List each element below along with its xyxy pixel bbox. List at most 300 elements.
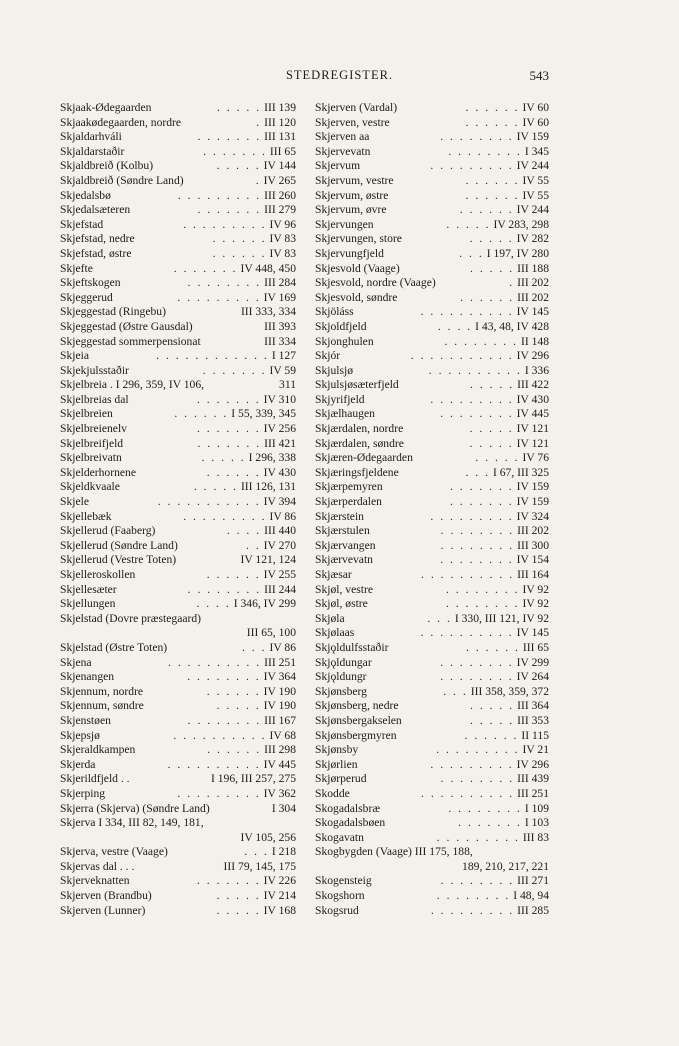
page-reference: III 65, 100 (246, 626, 296, 640)
dot-leader: . . . . . . . . (187, 713, 262, 727)
page-reference: IV 68 (269, 728, 296, 742)
page-reference: IV 145 (516, 305, 549, 319)
index-entry (315, 670, 549, 685)
index-entry (60, 393, 296, 408)
place-name: Skjeggestad sommerpensionat (60, 334, 201, 348)
dot-leader: . . . . . (469, 232, 514, 246)
index-entry (60, 860, 296, 875)
index-entry (315, 130, 549, 145)
index-entry (315, 699, 549, 714)
dot-leader: . . . . . . . . . (436, 830, 520, 844)
place-name: Skjesvold, nordre (Vaage) (315, 276, 436, 290)
page-reference: IV 362 (263, 786, 296, 800)
page-reference: III 79, 145, 175 (223, 859, 296, 873)
place-name: Skjeggestad (Østre Gausdal) (60, 319, 193, 333)
dot-leader: . . . . . . . . (448, 801, 522, 815)
index-entry (315, 335, 549, 350)
page-reference: IV 283, 298 (493, 217, 549, 231)
dot-leader: . . . . . . . . . . (428, 363, 522, 377)
place-name: Skjaakødegaarden, nordre (60, 115, 182, 129)
page-reference: IV 430 (516, 392, 549, 406)
place-name: Skjaldbreið (Søndre Land) (60, 173, 184, 187)
place-name: Skjølaas (315, 626, 355, 640)
dot-leader: . . . . . . (466, 640, 520, 654)
index-entry (60, 656, 296, 671)
index-entry (60, 422, 296, 437)
dot-leader (196, 320, 261, 335)
page-reference: IV 86 (269, 640, 296, 654)
dot-leader: . . . . . . . . . . (420, 305, 514, 319)
place-name: Skjervungen, store (315, 232, 402, 246)
index-entry (60, 437, 296, 452)
page-reference: I 197, IV 280 (486, 246, 549, 260)
page-reference: III 393 (264, 319, 296, 333)
index-entry (60, 670, 296, 685)
place-name: Skjerra (Skjerva) (Søndre Land) (60, 801, 210, 815)
page-reference: III 439 (517, 772, 549, 786)
index-entry (60, 699, 296, 714)
index-entry (315, 349, 549, 364)
index-entry (60, 262, 296, 277)
index-entry (60, 189, 296, 204)
index-entry (315, 393, 549, 408)
page-number: 543 (529, 68, 549, 83)
index-entry (60, 145, 296, 160)
index-entry (60, 466, 296, 481)
index-entry (60, 116, 296, 131)
place-name: Skjelbreivatn (60, 451, 122, 465)
index-entry (60, 320, 296, 335)
index-entry (60, 714, 296, 729)
place-name: Skjervas dal . . . (60, 859, 135, 873)
index-entry (315, 451, 549, 466)
index-entry (315, 174, 549, 189)
page-reference: II 115 (521, 728, 549, 742)
dot-leader: . . . . . (216, 903, 261, 917)
place-name: Skjǫldungr (315, 670, 367, 684)
page-reference: IV 256 (263, 422, 296, 436)
dot-leader: . . . . . . . (196, 422, 261, 436)
dot-leader: . . . . . (469, 436, 514, 450)
page-reference: IV 244 (516, 203, 549, 217)
index-entry (60, 291, 296, 306)
index-entry (60, 802, 296, 817)
dot-leader: . . . . . . . . (187, 670, 261, 684)
index-entry (60, 378, 296, 393)
place-name: Skjefstad, nedre (60, 232, 135, 246)
index-entry (315, 568, 549, 583)
page-reference: I 346, IV 299 (233, 597, 296, 611)
index-entry (60, 349, 296, 364)
dot-leader: . . . (459, 246, 484, 260)
page-reference: IV 86 (269, 509, 296, 523)
dot-leader: . . . . . . . . (445, 582, 520, 596)
place-name: Skjøl, vestre (315, 582, 373, 596)
index-entry (315, 437, 549, 452)
dot-leader: . . . . . . (174, 407, 229, 421)
page-reference: IV 430 (263, 465, 296, 479)
dot-leader: . . . . . . . (449, 495, 514, 509)
place-name: Skjelstad (Dovre præstegaard) (60, 611, 202, 625)
place-name: Skjena (60, 655, 92, 669)
dot-leader: . . . . . (470, 699, 515, 713)
page-reference: I 218 (271, 845, 296, 859)
place-name: Skjonghulen (315, 334, 374, 348)
place-name: Skjór (315, 349, 341, 363)
dot-leader: . . . . . . (212, 232, 267, 246)
page-reference: IV 145 (516, 626, 549, 640)
dot-leader (213, 802, 269, 817)
page-reference: III 333, 334 (240, 305, 296, 319)
index-entry (60, 641, 296, 656)
place-name: Skjennum, søndre (60, 699, 144, 713)
page-reference: IV 255 (263, 568, 296, 581)
index-entry (60, 364, 296, 379)
page-reference: I 43, 48, IV 428 (475, 319, 549, 333)
page-reference: I 336 (524, 363, 549, 377)
index-entry (315, 232, 549, 247)
page-reference: IV 121 (516, 422, 549, 436)
page-reference: IV 190 (263, 699, 296, 713)
page-reference: IV 264 (516, 670, 549, 684)
dot-leader: . . . . . . . (196, 874, 261, 888)
index-entry (60, 772, 296, 787)
place-name: Skjulsjø (315, 363, 354, 377)
dot-leader: . . . . . . . . . (183, 217, 267, 231)
page-reference: III 167 (264, 713, 296, 727)
page-reference: IV 159 (516, 495, 549, 509)
page-reference: IV 226 (263, 874, 296, 888)
index-entry (315, 291, 549, 306)
index-entry (315, 320, 549, 335)
dot-leader: . . . . . . . . (440, 524, 515, 538)
dot-leader: . . . . . . . . (448, 144, 522, 158)
place-name: Skjennum, nordre (60, 684, 144, 698)
index-entry (60, 203, 296, 218)
index-entry (315, 845, 549, 860)
dot-leader: . . . . . (469, 422, 514, 436)
index-entry (60, 889, 296, 904)
dot-leader: . . . . . . . . (440, 407, 514, 421)
dot-leader: . . . . . . . . (445, 597, 520, 611)
place-name: Skjervungfjeld (315, 246, 384, 260)
index-entry (60, 831, 296, 846)
page-reference: IV 299 (516, 655, 549, 669)
place-name: Skjellerud (Søndre Land) (60, 538, 178, 552)
place-name: Skjefte (60, 261, 93, 275)
page-reference: IV 282 (516, 232, 549, 246)
dot-leader: . . . . . . . (458, 816, 522, 830)
place-name: Skjærvevatn (315, 553, 373, 567)
dot-leader: . . . . . . . . . (430, 159, 514, 173)
page-reference: III 271 (517, 874, 549, 888)
dot-leader: . . . . . . . . (444, 334, 518, 348)
dot-leader: . . . . . . . . . . (168, 655, 262, 669)
place-name: Skjenangen (60, 670, 115, 684)
dot-leader: . . . . . . . . . . (420, 626, 514, 640)
index-entry (315, 276, 549, 291)
page-reference: IV 296 (516, 349, 549, 363)
dot-leader: . . . . . . . . (436, 889, 511, 903)
place-name: Skjørperud (315, 772, 367, 786)
dot-leader: . . . (241, 640, 267, 654)
page-reference: III 358, 359, 372 (470, 684, 549, 698)
index-entry (60, 276, 296, 291)
page-reference: I 304 (271, 801, 296, 815)
page-reference: 189, 210, 217, 221 (462, 859, 549, 873)
index-entry (315, 466, 549, 481)
place-name: Skjelbreifjeld (60, 436, 124, 450)
place-name: Skjærdalen, søndre (315, 436, 404, 450)
index-entry (60, 904, 296, 919)
page-header (0, 68, 679, 88)
index-entry (315, 145, 549, 160)
page-reference: III 164 (517, 568, 549, 581)
index-entry (60, 539, 296, 554)
dot-leader: . . . . . . . . . . (167, 757, 261, 771)
page-reference: III 126, 131 (240, 480, 296, 494)
place-name: Skjønsbergakselen (315, 713, 402, 727)
page-reference: III 300 (517, 538, 549, 552)
index-entry (60, 451, 296, 466)
index-entry (315, 378, 549, 393)
page-reference: IV 60 (522, 101, 549, 114)
dot-leader: . (509, 276, 515, 290)
page-reference: IV 83 (269, 232, 296, 246)
page-reference: IV 448, 450 (240, 261, 296, 275)
place-name: Skjervum, vestre (315, 173, 394, 187)
dot-leader: . . . . . (446, 217, 491, 231)
place-name: Skogavatn (315, 830, 364, 844)
running-title: STEDREGISTER. (285, 68, 394, 82)
dot-leader (476, 845, 546, 860)
index-entry (315, 495, 549, 510)
index-entry (315, 524, 549, 539)
page-reference: III 65 (522, 640, 549, 654)
place-name: Skjellerud (Vestre Toten) (60, 553, 177, 567)
page-reference: III 83 (522, 830, 549, 844)
dot-leader: . . . . . . . . . (183, 509, 267, 523)
page-reference: IV 169 (263, 290, 296, 304)
left-index-column (60, 101, 296, 918)
page-reference: IV 92 (522, 582, 549, 596)
page-reference: IV 168 (263, 903, 296, 917)
dot-leader: . . . . . . . . . . (421, 568, 515, 581)
dot-leader: . . . . . (475, 451, 520, 465)
index-entry (60, 247, 296, 262)
index-entry (315, 685, 549, 700)
index-entry (315, 553, 549, 568)
dot-leader: . . . . . . . (197, 203, 262, 217)
index-entry (315, 641, 549, 656)
place-name: Skjelleroskollen (60, 568, 136, 581)
dot-leader: . . . . . (201, 451, 246, 465)
page-reference: IV 394 (263, 495, 296, 509)
page-reference: IV 159 (516, 130, 549, 144)
dot-leader: . . . . . . . (196, 392, 261, 406)
place-name: Skjerildfjeld . . (60, 772, 130, 786)
dot-leader: . . . . . . . (203, 144, 267, 158)
page-reference: IV 55 (522, 173, 549, 187)
page-reference: I 330, III 121, IV 92 (454, 611, 549, 625)
dot-leader: . (255, 173, 261, 187)
dot-leader: . . . . . (216, 889, 261, 903)
place-name: Skjervum, østre (315, 188, 389, 202)
index-entry (315, 510, 549, 525)
page-reference: III 65 (269, 144, 296, 158)
page-reference: III 251 (517, 786, 549, 800)
place-name: Skjærdalen, nordre (315, 422, 404, 436)
place-name: Skjaak-Ødegaarden (60, 101, 152, 114)
place-name: Skjelbreia . I 296, 359, IV 106, (60, 378, 205, 392)
dot-leader: . . . . . . . (173, 261, 238, 275)
dot-leader (204, 335, 261, 350)
page-reference: III 298 (264, 743, 296, 757)
place-name: Skjele (60, 495, 89, 509)
dot-leader: . . . . . (216, 699, 261, 713)
place-name: Skjekjulsstaðir (60, 363, 129, 377)
page-reference: III 279 (264, 203, 296, 217)
dot-leader: . . . . (437, 319, 473, 333)
dot-leader (204, 612, 293, 627)
dot-leader: . . . . . . . . (440, 655, 514, 669)
place-name: Skjærperdalen (315, 495, 382, 509)
dot-leader: . . . (427, 611, 452, 625)
index-entry (315, 714, 549, 729)
place-name: Skogshorn (315, 889, 365, 903)
index-entry (60, 305, 296, 320)
page-reference: IV 244 (516, 159, 549, 173)
dot-leader: . . . . . . . . . . (173, 728, 267, 742)
place-name: Skjǫldulfsstaðir (315, 640, 389, 654)
place-name: Skjulsjøsæterfjeld (315, 378, 399, 392)
page-reference: IV 76 (522, 451, 549, 465)
dot-leader: . . . . . . . . . . . . (156, 349, 269, 363)
place-name: Skjæringsfjeldene (315, 465, 399, 479)
index-entry (60, 758, 296, 773)
page-reference: IV 364 (263, 670, 296, 684)
place-name: Skjenstøen (60, 713, 111, 727)
page-reference: III 421 (264, 436, 296, 450)
index-entry (315, 831, 549, 846)
page-reference: IV 96 (269, 217, 296, 231)
index-entry (315, 422, 549, 437)
place-name: Skjaldarhváli (60, 130, 122, 144)
dot-leader: . . . . . . . . . (177, 786, 261, 800)
place-name: Skjeftskogen (60, 276, 121, 290)
page-reference: III 202 (517, 290, 549, 304)
page-reference: IV 190 (263, 684, 296, 698)
dot-leader: . (256, 115, 262, 129)
place-name: Skjaldbreið (Kolbu) (60, 159, 154, 173)
dot-leader: . . . . (196, 597, 231, 611)
index-entry (60, 218, 296, 233)
place-name: Skjønsby (315, 743, 359, 757)
place-name: Skjervum (315, 159, 361, 173)
dot-leader: . . . . . . . . (440, 538, 515, 552)
page-reference: IV 214 (263, 889, 296, 903)
place-name: Skjønsbergmyren (315, 728, 397, 742)
index-entry (315, 904, 549, 919)
dot-leader: . . (245, 538, 261, 552)
index-entry (315, 874, 549, 889)
place-name: Skjervevatn (315, 144, 371, 158)
index-entry (315, 860, 549, 875)
page-reference: III 244 (264, 582, 296, 596)
place-name: Skjerven (Lunner) (60, 903, 146, 917)
place-name: Skjelstad (Østre Toten) (60, 640, 168, 654)
index-entry (315, 889, 549, 904)
index-entry (60, 510, 296, 525)
dot-leader: . . . . . . . . (187, 276, 262, 290)
page-reference: IV 121, 124 (240, 553, 296, 567)
page-reference: I 109 (524, 801, 549, 815)
place-name: Skjǫldungar (315, 655, 372, 669)
page-reference: III 120 (264, 115, 296, 129)
dot-leader: . . . . . . (212, 246, 267, 260)
place-name: Skjærvangen (315, 538, 376, 552)
dot-leader: . . . . . . . . (440, 772, 515, 786)
place-name: Skjerven aa (315, 130, 370, 144)
place-name: Skjyrifjeld (315, 392, 365, 406)
place-name: Skjelbreienelv (60, 422, 127, 436)
dot-leader: . . . . . . (206, 684, 261, 698)
dot-leader: . . . . . . . . (440, 874, 515, 888)
page-reference: IV 265 (263, 173, 296, 187)
page-reference: I 345 (524, 144, 549, 158)
page-reference: III 260 (264, 188, 296, 202)
page-reference: IV 121 (516, 436, 549, 450)
dot-leader: . . . . . (470, 378, 515, 392)
index-entry (315, 101, 549, 116)
page-reference: III 353 (517, 713, 549, 727)
page-reference: IV 92 (522, 597, 549, 611)
page-reference: III 334 (264, 334, 296, 348)
place-name: Skjørlien (315, 757, 358, 771)
index-entry (315, 656, 549, 671)
dot-leader: . . . . . . . (202, 363, 267, 377)
index-entry (60, 159, 296, 174)
dot-leader: . . . . . . (465, 188, 520, 202)
page-reference: I 103 (524, 816, 549, 830)
index-entry (315, 189, 549, 204)
index-entry (315, 583, 549, 598)
dot-leader: . . . . . . . . . . . (157, 495, 261, 509)
index-entry (60, 845, 296, 860)
place-name: Skjepsjø (60, 728, 100, 742)
dot-leader: . . . . . . . . . (430, 757, 514, 771)
place-name: Skjærpemyren (315, 480, 383, 494)
dot-leader (137, 860, 220, 875)
dot-leader: . . . . . . (465, 115, 520, 129)
place-name: Skjervungen (315, 217, 374, 231)
place-name: Skjerven, vestre (315, 115, 390, 129)
dot-leader: . . . . . . (465, 101, 520, 114)
dot-leader: . . . . . . (206, 465, 261, 479)
dot-leader: . . . . . . . . . (436, 743, 520, 757)
place-name: Skjerva, vestre (Vaage) (60, 845, 168, 859)
index-entry (60, 495, 296, 510)
page-reference: IV 21 (522, 743, 549, 757)
index-entry (315, 480, 549, 495)
dot-leader (133, 772, 208, 787)
page-reference: IV 445 (516, 407, 549, 421)
dot-leader: . . . . . . . . (440, 553, 514, 567)
index-entry (60, 597, 296, 612)
index-entry (315, 772, 549, 787)
place-name: Skjøl, østre (315, 597, 368, 611)
index-entry (60, 232, 296, 247)
